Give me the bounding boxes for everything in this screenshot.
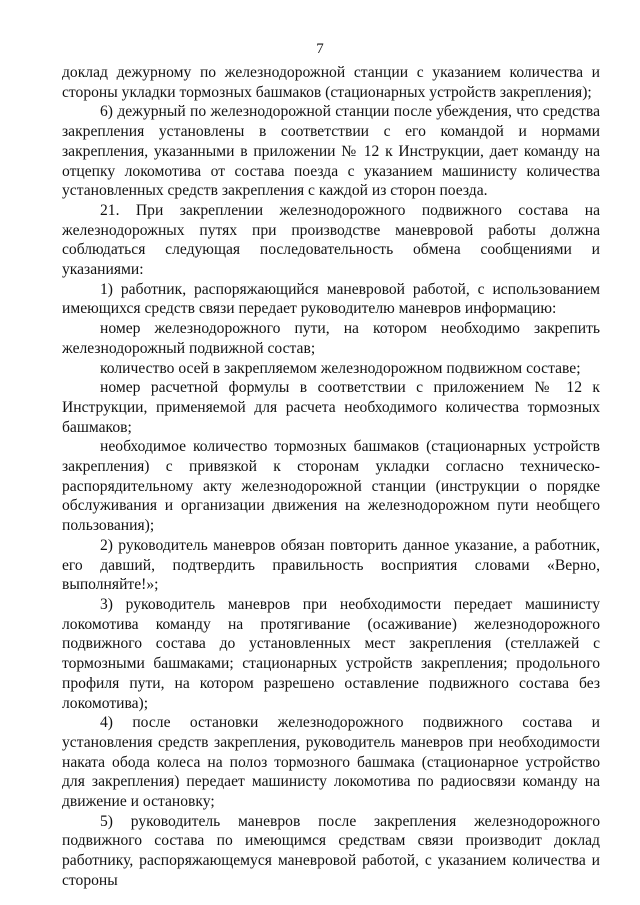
paragraph-item-3: 3) руководитель маневров при необходимости передает машинисту локомотива команду на протягивание (осаживание) железнодорожного подвижного состава до установленных мест закрепления (стеллажей с тормозными башмаками; стационарных устройств закрепления; продольного профиля пути, на котором разрешено оставление подвижного состава без локомотива); xyxy=(62,595,600,712)
page-number: 7 xyxy=(316,41,324,57)
document-body xyxy=(62,63,600,891)
paragraph-track-number: номер железнодорожного пути, на котором необходимо закрепить железнодорожный подвижной состав; xyxy=(62,320,600,357)
paragraph-brake-shoes: необходимое количество тормозных башмаков (стационарных устройств закрепления) с привязкой к сторонам укладки согласно техническо-распорядительному акту железнодорожной станции (инструкции о порядке обслуживания и организации движения на железнодорожном пути необщего пользования); xyxy=(62,438,600,535)
paragraph-formula-number: номер расчетной формулы в соответствии с приложением № 12 к Инструкции, применяемой для расчета необходимого количества тормозных башмаков; xyxy=(62,379,600,436)
paragraph-item-2: 2) руководитель маневров обязан повторить данное указание, а работник, его давший, подтвердить правильность восприятия словами «Верно, выполняйте!»; xyxy=(62,536,600,594)
paragraph-item-4: 4) после остановки железнодорожного подвижного состава и установления средств закрепления, руководитель маневров при необходимости наката обода колеса на полоз тормозного башмака (стационарное устройство для закрепления) передает машинисту локомотива по радиосвязи команду на движение и остановку; xyxy=(62,714,600,811)
paragraph-item-6: 6) дежурный по железнодорожной станции после убеждения, что средства закрепления установлены в соответствии с его командой и нормами закрепления, указанными в приложении № 12 к Инструкции, дает команду на отцепку локомотива от состава поезда с указанием машинисту количества установленных средств закрепления с каждой из сторон поезда. xyxy=(62,103,600,200)
paragraph-item-5: 5) руководитель маневров после закрепления железнодорожного подвижного состава по имеющимся средствам связи производит доклад работнику, распоряжающемуся маневровой работой, с указанием количества и стороны xyxy=(62,812,600,889)
paragraph-continuation: доклад дежурному по железнодорожной станции с указанием количества и стороны укладки тормозных башмаков (стационарных устройств закрепления); xyxy=(62,64,600,101)
paragraph-axle-count: количество осей в закрепляемом железнодорожном подвижном составе; xyxy=(100,359,581,377)
paragraph-21: 21. При закреплении железнодорожного подвижного состава на железнодорожных путях при производстве маневровой работы должна соблюдаться следующая последовательность обмена сообщениями и указаниями: xyxy=(62,201,600,279)
paragraph-item-1: 1) работник, распоряжающийся маневровой работой, с использованием имеющихся средств связи передает руководителю маневров информацию: xyxy=(62,280,600,318)
